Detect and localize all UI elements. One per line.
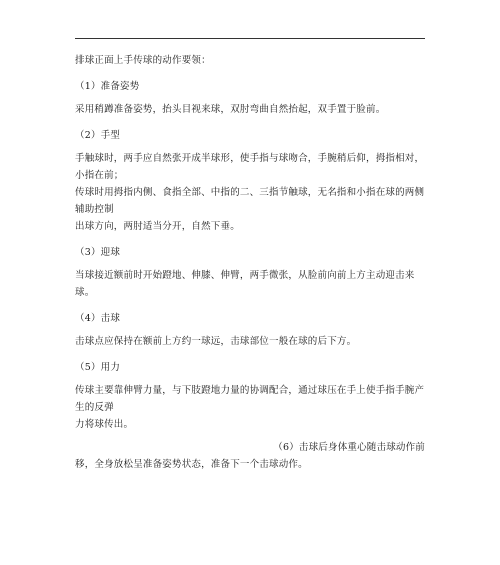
header-rule <box>75 38 425 39</box>
document-body <box>75 52 425 473</box>
section-4-line-1: 击球点应保持在额前上方约一球远，击球部位一般在球的后下方。 <box>75 336 357 347</box>
closing-line-2: 移，全身放松呈准备姿势状态，准备下一个击球动作。 <box>75 459 308 470</box>
section-2-line-3: 出球方向，两肘适当分开，自然下垂。 <box>75 221 240 232</box>
section-3-line-1: 当球接近额前时开始蹬地、伸膝、伸臂，两手微张，从脸前向前上方主动迎击来球。 <box>75 270 415 298</box>
section-heading-1: （1）准备姿势 <box>75 81 140 92</box>
closing-line-1: （6）击球后身体重心随击球动作前 <box>273 442 425 453</box>
section-2-line-1: 手触球时，两手应自然张开成半球形，使手指与球吻合，手腕稍后仰，拇指相对，小指在前； <box>75 153 425 181</box>
section-2-line-2: 传球时用拇指内侧、食指全部、中指的二、三指节触球，无名指和小指在球的两侧辅助控制 <box>75 187 425 215</box>
section-heading-2: （2）手型 <box>75 130 121 141</box>
section-heading-5: （5）用力 <box>75 362 121 373</box>
section-5-line-2: 力将球传出。 <box>75 419 134 430</box>
section-heading-3: （3）迎球 <box>75 247 121 258</box>
section-1-line-1: 采用稍蹲准备姿势，抬头目视来球，双肘弯曲自然抬起，双手置于脸前。 <box>75 104 386 115</box>
section-5-line-1: 传球主要靠伸臂力量，与下肢蹬地力量的协调配合，通过球压在手上使手指手腕产生的反弹 <box>75 385 425 413</box>
document-title: 排球正面上手传球的动作要领： <box>75 55 211 66</box>
section-heading-4: （4）击球 <box>75 313 121 324</box>
